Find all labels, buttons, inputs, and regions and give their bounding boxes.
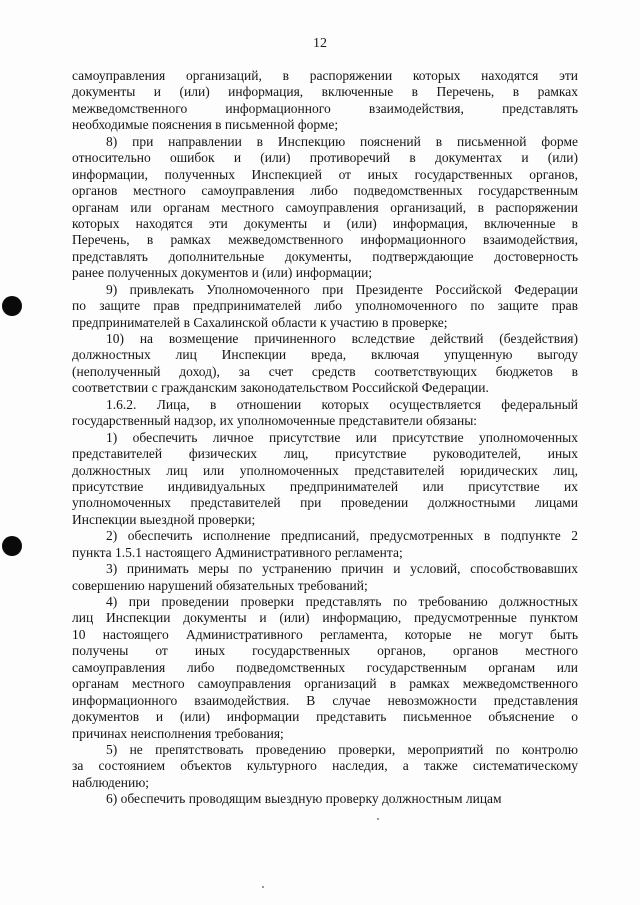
- text-line: совершению нарушений обязательных требований;: [72, 577, 368, 593]
- text-line: 8) при направлении в Инспекцию пояснений в письменной форме: [106, 133, 578, 149]
- text-line: получены от иных государственных органов, органов местного: [72, 643, 578, 659]
- text-line: 3) принимать меры по устранению причин и условий, способствовавших: [106, 561, 578, 577]
- paragraph-p-3: [72, 561, 578, 594]
- text-line: 4) при проведении проверки представлять по требованию должностных: [106, 594, 578, 609]
- text-line: представителей физических лиц, присутствие руководителей, иных: [72, 446, 578, 462]
- text-line: государственный надзор, их уполномоченные представители обязаны:: [72, 413, 478, 429]
- page-number: 12: [313, 36, 327, 51]
- text-line: пункта 1.5.1 настоящего Административного регламента;: [72, 544, 403, 560]
- text-line: органов местного самоуправления либо подведомственных государственным: [72, 183, 578, 199]
- text-line: присутствие индивидуальных предпринимателей или присутствие их: [72, 478, 578, 494]
- text-line: межведомственного информационного взаимодействия, представлять: [72, 100, 578, 116]
- scan-speck: [262, 886, 264, 888]
- scan-speck: [377, 818, 379, 820]
- text-line: (неполученный доход), за счет средств соответствующих бюджетов в: [72, 363, 578, 379]
- paragraph-p-8: [72, 134, 578, 282]
- text-line: соответствии с гражданским законодательством Российской Федерации.: [72, 380, 489, 396]
- text-line: 10) на возмещение причиненного вследствие действий (бездействия): [106, 331, 578, 346]
- document-body: [72, 68, 578, 808]
- text-line: самоуправления либо подведомственных государственным органам или: [72, 659, 578, 675]
- text-line: представлять дополнительные документы, подтверждающие достоверность: [72, 248, 578, 264]
- text-line: самоуправления организаций, в распоряжении которых находятся эти: [72, 68, 578, 83]
- text-line: документов и (или) информации представить письменное объяснение о: [72, 709, 578, 725]
- text-line: информации, полученных Инспекцией от иных государственных органов,: [72, 166, 578, 182]
- paragraph-p-1: [72, 430, 578, 529]
- text-line: 5) не препятствовать проведению проверки, мероприятий по контролю: [106, 741, 578, 757]
- text-line: документы и (или) информация, включенные в Перечень, в рамках: [72, 84, 578, 100]
- text-line: органам местного самоуправления организаций в рамках межведомственного: [72, 676, 578, 692]
- paragraph-p-cont: [72, 68, 578, 134]
- text-line: предпринимателей в Сахалинской области к участию в проверке;: [72, 314, 448, 330]
- text-line: которых находятся эти документы и (или) информация, включенные в: [72, 215, 578, 231]
- paragraph-p-162: [72, 397, 578, 430]
- text-line: наблюдению;: [72, 774, 150, 790]
- text-line: уполномоченных представителей при проведении должностными лицами: [72, 495, 578, 511]
- text-line: за состоянием объектов культурного наследия, а также систематическому: [72, 758, 578, 774]
- text-line: Инспекции выездной проверки;: [72, 511, 256, 527]
- text-line: 1) обеспечить личное присутствие или присутствие уполномоченных: [106, 429, 578, 445]
- text-line: 10 настоящего Административного регламента, которые не могут быть: [72, 626, 578, 642]
- text-line: причинах неисполнения требования;: [72, 725, 284, 741]
- text-line: 2) обеспечить исполнение предписаний, предусмотренных в подпункте 2: [106, 528, 578, 544]
- paragraph-p-6: [72, 791, 578, 807]
- text-line: Перечень, в рамках межведомственного информационного взаимодействия,: [72, 232, 578, 248]
- text-line: относительно ошибок и (или) противоречий в документах и (или): [72, 150, 578, 166]
- paragraph-p-5: [72, 742, 578, 791]
- punch-hole-top: [2, 296, 22, 316]
- text-line: должностных лиц или уполномоченных представителей юридических лиц,: [72, 462, 578, 478]
- paragraph-p-2: [72, 528, 578, 561]
- paragraph-p-4: [72, 594, 578, 742]
- text-line: органам или органам местного самоуправления организаций, в распоряжении: [72, 199, 578, 215]
- paragraph-p-10: [72, 331, 578, 397]
- text-line: должностных лиц Инспекции вреда, включая упущенную выгоду: [72, 347, 578, 363]
- text-line: ранее полученных документов и (или) информации;: [72, 265, 373, 281]
- punch-hole-bottom: [2, 536, 22, 556]
- text-line: 6) обеспечить проводящим выездную проверку должностным лицам: [106, 791, 502, 807]
- text-line: информационного взаимодействия. В случае невозможности представления: [72, 692, 578, 708]
- text-line: лиц Инспекции документы и (или) информацию, предусмотренные пунктом: [72, 610, 578, 626]
- text-line: необходимые пояснения в письменной форме;: [72, 117, 339, 133]
- text-line: 9) привлекать Уполномоченного при Президенте Российской Федерации: [106, 281, 578, 297]
- text-line: 1.6.2. Лица, в отношении которых осуществляется федеральный: [106, 396, 578, 412]
- paragraph-p-9: [72, 282, 578, 331]
- text-line: по защите прав предпринимателей либо уполномоченного по защите прав: [72, 298, 578, 314]
